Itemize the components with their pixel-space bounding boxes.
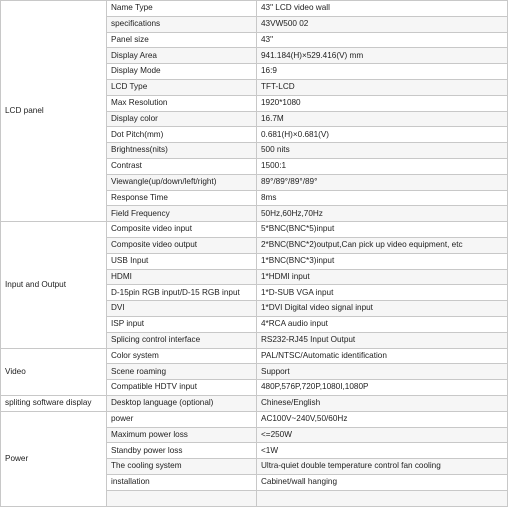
spec-name-cell: Display Area (107, 48, 257, 64)
spec-name-cell (107, 490, 257, 506)
spec-value-cell: 500 nits (257, 143, 508, 159)
spec-value-cell: 941.184(H)×529.416(V) mm (257, 48, 508, 64)
spec-value-cell: 1*D-SUB VGA input (257, 285, 508, 301)
spec-value-cell: 1*BNC(BNC*3)input (257, 253, 508, 269)
spec-value-cell: TFT-LCD (257, 79, 508, 95)
spec-value-cell: PAL/NTSC/Automatic identification (257, 348, 508, 364)
spec-value-cell: <=250W (257, 427, 508, 443)
spec-name-cell: Display Mode (107, 64, 257, 80)
spec-value-cell: 16:9 (257, 64, 508, 80)
spec-name-cell: Dot Pitch(mm) (107, 127, 257, 143)
spec-value-cell: 50Hz,60Hz,70Hz (257, 206, 508, 222)
spec-name-cell: Standby power loss (107, 443, 257, 459)
spec-name-cell: Contrast (107, 158, 257, 174)
spec-name-cell: installation (107, 474, 257, 490)
spec-name-cell: Maximum power loss (107, 427, 257, 443)
spec-name-cell: Composite video output (107, 237, 257, 253)
spec-value-cell: 43" (257, 32, 508, 48)
spec-name-cell: Response Time (107, 190, 257, 206)
spec-value-cell: 5*BNC(BNC*5)input (257, 222, 508, 238)
spec-value-cell: 8ms (257, 190, 508, 206)
spec-name-cell: Max Resolution (107, 95, 257, 111)
table-row (1, 395, 508, 411)
spec-value-cell: 2*BNC(BNC*2)output,Can pick up video equipment, etc (257, 237, 508, 253)
category-cell: Input and Output (1, 222, 107, 348)
spec-name-cell: Composite video input (107, 222, 257, 238)
spec-value-cell: 4*RCA audio input (257, 316, 508, 332)
spec-name-cell: Display color (107, 111, 257, 127)
spec-table-body (1, 1, 508, 507)
spec-value-cell: AC100V~240V,50/60Hz (257, 411, 508, 427)
category-cell: Power (1, 411, 107, 506)
spec-name-cell: Field Frequency (107, 206, 257, 222)
spec-value-cell: 1*DVI Digital video signal input (257, 301, 508, 317)
spec-value-cell: 1*HDMI input (257, 269, 508, 285)
spec-name-cell: Panel size (107, 32, 257, 48)
spec-name-cell: Splicing control interface (107, 332, 257, 348)
spec-name-cell: power (107, 411, 257, 427)
category-cell: Video (1, 348, 107, 395)
spec-name-cell: specifications (107, 16, 257, 32)
spec-value-cell (257, 490, 508, 506)
table-row (1, 348, 508, 364)
spec-name-cell: Desktop language (optional) (107, 395, 257, 411)
spec-value-cell: 480P,576P,720P,1080I,1080P (257, 380, 508, 396)
spec-name-cell: ISP input (107, 316, 257, 332)
spec-value-cell: 43VW500 02 (257, 16, 508, 32)
spec-value-cell: 0.681(H)×0.681(V) (257, 127, 508, 143)
spec-value-cell: Support (257, 364, 508, 380)
spec-value-cell: 1920*1080 (257, 95, 508, 111)
spec-name-cell: DVI (107, 301, 257, 317)
spec-value-cell: Ultra-quiet double temperature control fan cooling (257, 459, 508, 475)
spec-name-cell: USB Input (107, 253, 257, 269)
spec-value-cell: 43" LCD video wall (257, 1, 508, 17)
category-cell: LCD panel (1, 1, 107, 222)
category-cell: spliting software display (1, 395, 107, 411)
spec-value-cell: <1W (257, 443, 508, 459)
spec-name-cell: The cooling system (107, 459, 257, 475)
spec-name-cell: HDMI (107, 269, 257, 285)
spec-name-cell: Name Type (107, 1, 257, 17)
table-row (1, 411, 508, 427)
spec-name-cell: LCD Type (107, 79, 257, 95)
spec-value-cell: 1500:1 (257, 158, 508, 174)
spec-name-cell: Compatible HDTV input (107, 380, 257, 396)
table-row (1, 222, 508, 238)
spec-name-cell: D-15pin RGB input/D-15 RGB input (107, 285, 257, 301)
spec-value-cell: RS232-RJ45 Input Output (257, 332, 508, 348)
spec-name-cell: Viewangle(up/down/left/right) (107, 174, 257, 190)
spec-value-cell: 16.7M (257, 111, 508, 127)
spec-value-cell: Chinese/English (257, 395, 508, 411)
spec-value-cell: Cabinet/wall hanging (257, 474, 508, 490)
spec-name-cell: Color system (107, 348, 257, 364)
spec-name-cell: Scene roaming (107, 364, 257, 380)
spec-name-cell: Brightness(nits) (107, 143, 257, 159)
spec-value-cell: 89°/89°/89°/89° (257, 174, 508, 190)
table-row (1, 1, 508, 17)
